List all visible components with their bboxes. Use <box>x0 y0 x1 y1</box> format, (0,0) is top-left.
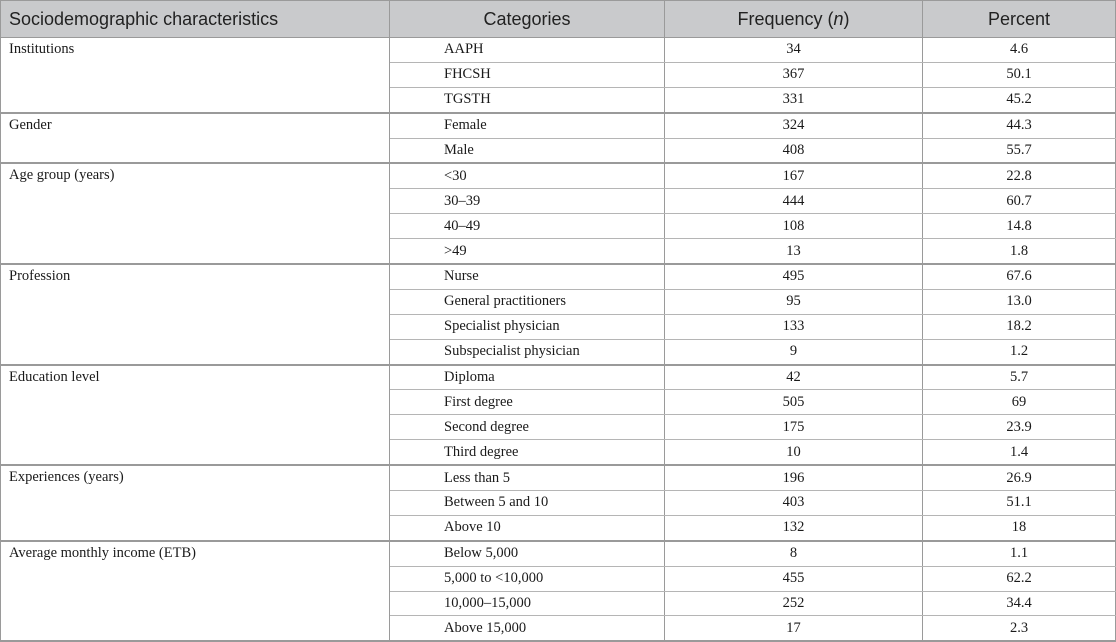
category-cell: 5,000 to <10,000 <box>390 566 665 591</box>
header-frequency <box>665 1 923 38</box>
category-cell: <30 <box>390 163 665 188</box>
category-cell: >49 <box>390 239 665 264</box>
frequency-cell: 324 <box>665 113 923 138</box>
percent-cell: 50.1 <box>923 62 1116 87</box>
category-cell: Female <box>390 113 665 138</box>
frequency-cell: 108 <box>665 214 923 239</box>
frequency-cell: 95 <box>665 289 923 314</box>
group-label: Experiences (years) <box>1 465 390 541</box>
category-cell: Third degree <box>390 440 665 465</box>
table-header <box>1 1 1116 38</box>
percent-cell: 1.4 <box>923 440 1116 465</box>
percent-cell: 18.2 <box>923 314 1116 339</box>
header-row <box>1 1 1116 38</box>
category-cell: Diploma <box>390 365 665 390</box>
frequency-cell: 167 <box>665 163 923 188</box>
frequency-cell: 367 <box>665 62 923 87</box>
percent-cell: 1.2 <box>923 339 1116 364</box>
frequency-cell: 455 <box>665 566 923 591</box>
category-cell: Male <box>390 138 665 163</box>
header-frequency-suffix: ) <box>843 8 850 29</box>
header-categories: Categories <box>390 1 665 38</box>
table-row <box>1 541 1116 566</box>
category-cell: General practitioners <box>390 289 665 314</box>
percent-cell: 13.0 <box>923 289 1116 314</box>
header-percent: Percent <box>923 1 1116 38</box>
percent-cell: 69 <box>923 390 1116 415</box>
category-cell: Specialist physician <box>390 314 665 339</box>
table-row <box>1 38 1116 63</box>
frequency-cell: 403 <box>665 491 923 516</box>
table-body <box>1 38 1116 642</box>
percent-cell: 51.1 <box>923 491 1116 516</box>
category-cell: AAPH <box>390 38 665 63</box>
group-label: Gender <box>1 113 390 164</box>
frequency-cell: 444 <box>665 189 923 214</box>
table-row <box>1 163 1116 188</box>
group-label: Education level <box>1 365 390 466</box>
category-cell: Less than 5 <box>390 465 665 490</box>
category-cell: TGSTH <box>390 87 665 112</box>
percent-cell: 26.9 <box>923 465 1116 490</box>
header-characteristic: Sociodemographic characteristics <box>1 1 390 38</box>
category-cell: Above 10 <box>390 515 665 540</box>
frequency-cell: 252 <box>665 591 923 616</box>
group-label: Institutions <box>1 38 390 113</box>
category-cell: Between 5 and 10 <box>390 491 665 516</box>
category-cell: 10,000–15,000 <box>390 591 665 616</box>
frequency-cell: 13 <box>665 239 923 264</box>
frequency-cell: 8 <box>665 541 923 566</box>
frequency-cell: 9 <box>665 339 923 364</box>
group-label: Age group (years) <box>1 163 390 264</box>
percent-cell: 34.4 <box>923 591 1116 616</box>
frequency-cell: 175 <box>665 415 923 440</box>
percent-cell: 18 <box>923 515 1116 540</box>
category-cell: 40–49 <box>390 214 665 239</box>
frequency-cell: 408 <box>665 138 923 163</box>
table-row <box>1 365 1116 390</box>
frequency-cell: 331 <box>665 87 923 112</box>
percent-cell: 60.7 <box>923 189 1116 214</box>
percent-cell: 44.3 <box>923 113 1116 138</box>
frequency-cell: 10 <box>665 440 923 465</box>
category-cell: 30–39 <box>390 189 665 214</box>
category-cell: Subspecialist physician <box>390 339 665 364</box>
header-frequency-prefix: Frequency ( <box>737 8 834 29</box>
group-label: Average monthly income (ETB) <box>1 541 390 642</box>
frequency-cell: 17 <box>665 616 923 641</box>
header-frequency-n: n <box>833 8 844 29</box>
frequency-cell: 505 <box>665 390 923 415</box>
category-cell: First degree <box>390 390 665 415</box>
category-cell: Below 5,000 <box>390 541 665 566</box>
category-cell: Above 15,000 <box>390 616 665 641</box>
frequency-cell: 34 <box>665 38 923 63</box>
group-label: Profession <box>1 264 390 365</box>
frequency-cell: 196 <box>665 465 923 490</box>
category-cell: Second degree <box>390 415 665 440</box>
percent-cell: 23.9 <box>923 415 1116 440</box>
percent-cell: 67.6 <box>923 264 1116 289</box>
percent-cell: 1.1 <box>923 541 1116 566</box>
percent-cell: 22.8 <box>923 163 1116 188</box>
table-row <box>1 264 1116 289</box>
category-cell: FHCSH <box>390 62 665 87</box>
percent-cell: 2.3 <box>923 616 1116 641</box>
percent-cell: 55.7 <box>923 138 1116 163</box>
percent-cell: 62.2 <box>923 566 1116 591</box>
percent-cell: 45.2 <box>923 87 1116 112</box>
frequency-cell: 42 <box>665 365 923 390</box>
percent-cell: 4.6 <box>923 38 1116 63</box>
frequency-cell: 132 <box>665 515 923 540</box>
category-cell: Nurse <box>390 264 665 289</box>
percent-cell: 1.8 <box>923 239 1116 264</box>
percent-cell: 14.8 <box>923 214 1116 239</box>
frequency-cell: 133 <box>665 314 923 339</box>
table-row <box>1 113 1116 138</box>
frequency-cell: 495 <box>665 264 923 289</box>
table-row <box>1 465 1116 490</box>
percent-cell: 5.7 <box>923 365 1116 390</box>
